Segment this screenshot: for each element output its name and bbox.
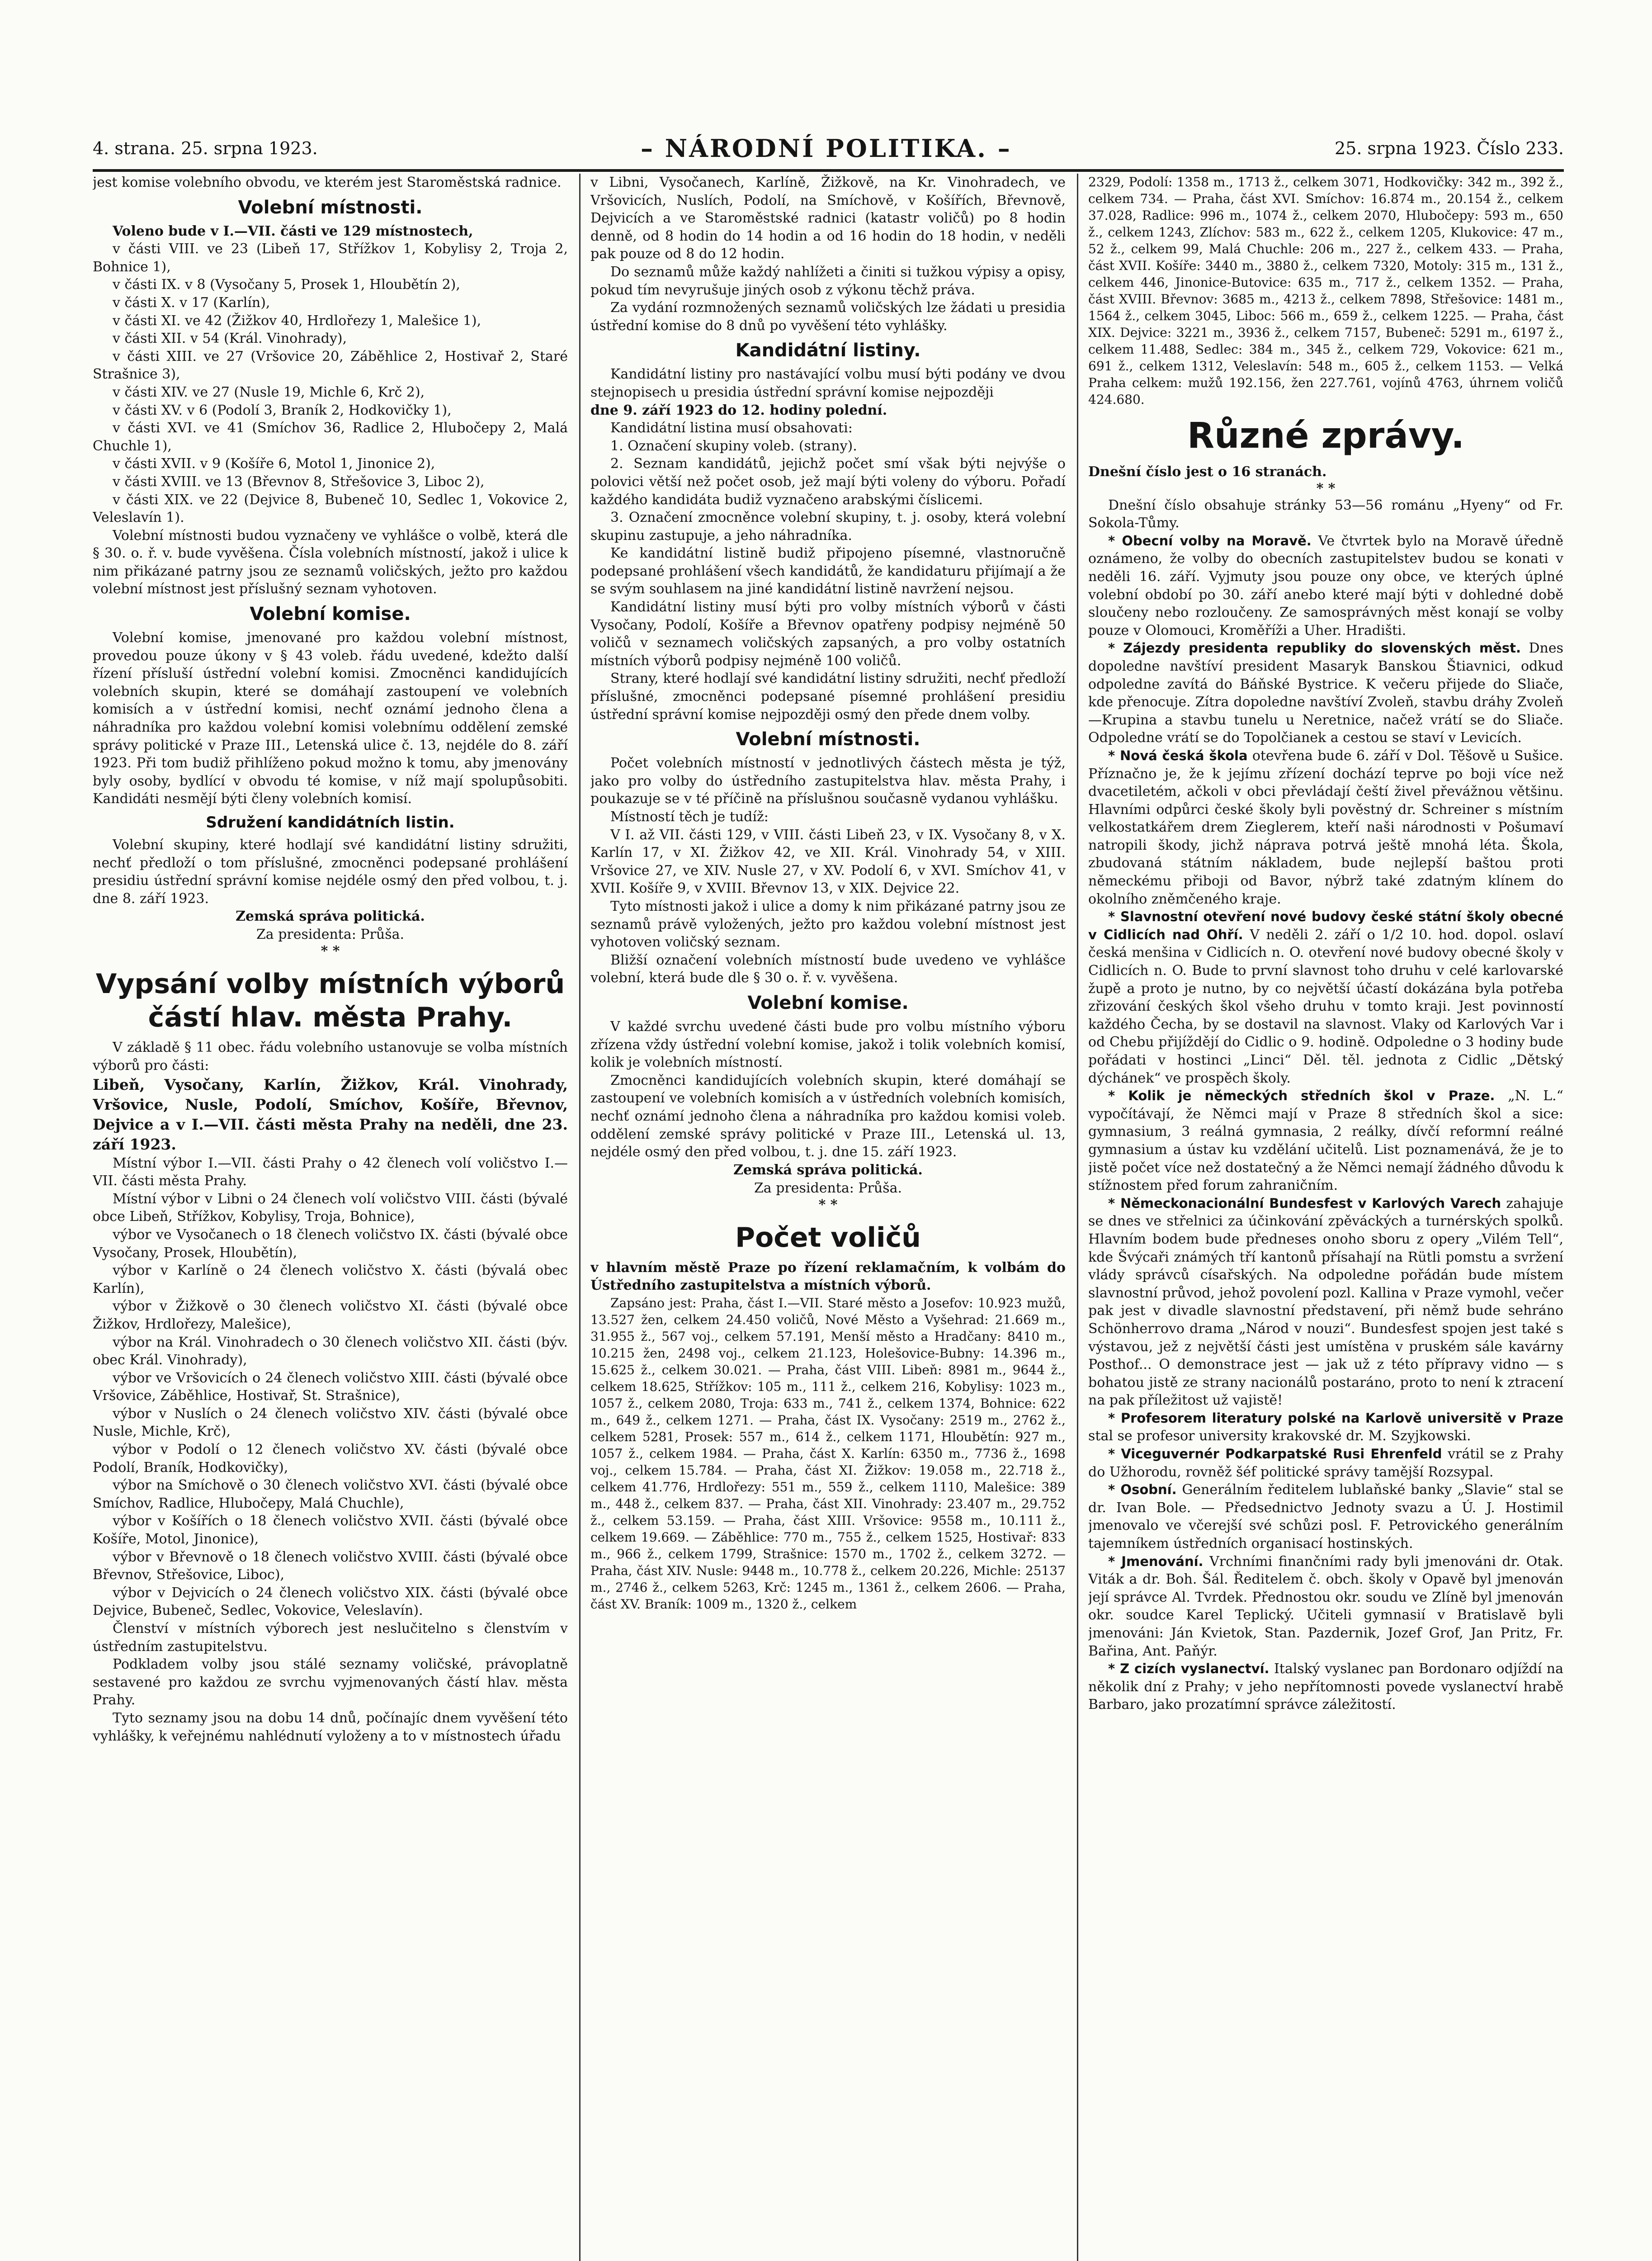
paragraph: Tyto seznamy jsou na dobu 14 dnů, počínajíc dnem vyvěšení této vyhlášky, k veřejnému nahlédnutí vyloženy a to v místnostech úřadu <box>93 1710 568 1744</box>
paragraph: Voleno bude v I.—VII. části ve 129 místnostech, <box>113 223 473 239</box>
list-item: výbor v Břevnově o 18 členech voličstvo XVIII. části (bývalé obce Břevnov, Střešovice, Liboc), <box>93 1549 568 1583</box>
newspaper-title: – NÁRODNÍ POLITIKA. – <box>640 134 1012 163</box>
list-item: v části XIX. ve 22 (Dejvice 8, Bubeneč 10, Sedlec 1, Vokovice 2, Veleslavín 1). <box>93 492 568 526</box>
list-item: v části XI. ve 42 (Žižkov 40, Hrdlořezy 1, Malešice 1), <box>113 312 481 329</box>
news-item-text: stal se profesor university krakovské dr. M. Szyjkowski. <box>1088 1428 1471 1444</box>
news-item <box>1088 639 1563 747</box>
news-item-text: otevřena bude 6. září v Dol. Těšově u Sušice. Příznačno je, že k jejímu zřízení dochází teprve po boji více než dvacetiletém, ačkoli v obci převládají čeští živel převážnou většinu. Hlavními odpůrci české školy byli pověstný dr. Schreiner s místním velkostatkářem drem Zieglerem, kteří naši národnosti v Pošumaví natropili škody, jichž náprava potrvá ještě mnohá léta. Škola, zbudovaná státním nákladem, bude nejlepší baštou proti německému přiboji od Bavor, nýbrž také zdatným klínem do okolního zněmčeného kraje. <box>1088 747 1563 907</box>
news-item-text: Generálním ředitelem lublaňské banky „Slavie“ stal se dr. Ivan Bole. — Předsednictvo Jednoty svazu a Ú. J. Hostimil jmenovalo ve včerejší své schůzi posl. F. Petrovického generálním tajemníkem ústředních organisací hostinských. <box>1088 1482 1563 1552</box>
issue-note: Dnešní číslo jest o 16 stranách. <box>1088 464 1327 480</box>
paragraph: Volební skupiny, které hodlají své kandidátní listiny sdružiti, nechť předloží o tom příslušné, zmocněnci podepsané prohlášení presidiu ústřední správní komise nejdéle osmý den před volbou, t. j. dne 8. září 1923. <box>93 837 568 907</box>
masthead <box>93 128 1564 172</box>
paragraph: Zapsáno jest: Praha, část I.—VII. Staré město a Josefov: 10.923 mužů, 13.527 žen, celkem 24.450 voličů, Nové Město a Vyšehrad: 21.669 m., 31.955 ž., 567 voj., celkem 57.191, Menší město a Hradčany: 8410 m., 10.215 žen, 2498 voj., celkem 21.123, Holešovice-Bubny: 14.396 m., 15.625 ž., celkem 30.021. — Praha, část VIII. Libeň: 8981 m., 9644 ž., celkem 18.625, Střížkov: 105 m., 111 ž., celkem 216, Kobylisy: 1023 m., 1057 ž., celkem 2080, Troja: 633 m., 741 ž., celkem 1374, Bohnice: 622 m., 649 ž., celkem 1271. — Praha, část IX. Vysočany: 2519 m., 2762 ž., celkem 5281, Prosek: 557 m., 614 ž., celkem 1171, Hloubětín: 927 m., 1057 ž., celkem 1984. — Praha, část X. Karlín: 6350 m., 7736 ž., 1698 voj., celkem 15.784. — Praha, část XI. Žižkov: 19.058 m., 22.718 ž., celkem 41.776, Hrdlořezy: 551 m., 559 ž., celkem 1110, Malešice: 389 m., 448 ž., celkem 837. — Praha, část XII. Vinohrady: 23.407 m., 29.752 ž., celkem 53.159. — Praha, část XIII. Vršovice: 9558 m., 10.111 ž., celkem 19.669. — Záběhlice: 770 m., 755 ž., celkem 1525, Hostivař: 833 m., 966 ž., celkem 1799, Strašnice: 1570 m., 1702 ž., celkem 3272. — Praha, část XIV. Nusle: 9448 m., 10.778 ž., celkem 20.226, Michle: 25137 m., 2746 ž., celkem 5263, Krč: 1245 m., 1361 ž., celkem 2606. — Praha, část XV. Braník: 1009 m., 1320 ž., celkem <box>590 1295 1066 1612</box>
news-item <box>1088 1445 1563 1481</box>
signature: Za presidenta: Průša. <box>256 927 405 943</box>
section-heading: Volební komise. <box>250 604 411 625</box>
list-item: výbor v Žižkově o 30 členech voličstvo XI. části (bývalé obce Žižkov, Hrdlořezy, Malešice), <box>93 1298 568 1332</box>
paragraph: Kandidátní listiny musí býti pro volby místních výborů v části Vysočany, Podolí, Košíře a Břevnov opatřeny podpisy nejméně 50 voličů v seznamech voličských zapsaných, a pro volby ostatních místních výborů podpisy nejméně 100 voličů. <box>590 599 1066 669</box>
list-item: v části XIII. ve 27 (Vršovice 20, Záběhlice 2, Hostivař 2, Staré Strašnice 3), <box>93 348 568 383</box>
subheadline: v hlavním městě Praze po řízení reklamačním, k volbám do Ústředního zastupitelstva a místních výborů. <box>590 1259 1066 1294</box>
column-1 <box>93 174 568 2261</box>
signature-office: Zemská správa politická. <box>236 908 425 925</box>
list-item: výbor v Košířích o 18 členech voličstvo XVII. části (bývalé obce Košíře, Motol, Jinonice), <box>93 1513 568 1547</box>
list-item: 1. Označení skupiny voleb. (strany). <box>610 438 857 454</box>
list-item: v části XVI. ve 41 (Smíchov 36, Radlice 2, Hlubočepy 2, Malá Chuchle 1), <box>93 420 568 454</box>
list-item: v části XVIII. ve 13 (Břevnov 8, Střešovice 3, Liboc 2), <box>113 473 485 490</box>
list-item: výbor ve Vysočanech o 18 členech voličstvo IX. části (bývalé obce Vysočany, Prosek, Hloubětín), <box>93 1226 568 1261</box>
section-heading: Kandidátní listiny. <box>735 340 921 361</box>
news-item-heading: * Jmenování. <box>1108 1553 1204 1569</box>
article-headline: Počet voličů <box>735 1221 921 1253</box>
paragraph: Za vydání rozmnožených seznamů voličských lze žádati u presidia ústřední komise do 8 dnů po vyvěšení této vyhlášky. <box>590 300 1066 334</box>
news-item <box>1088 1660 1563 1714</box>
section-heading: Volební místnosti. <box>736 729 920 750</box>
news-item-heading: * Z cizích vyslanectví. <box>1108 1661 1270 1677</box>
list-item: výbor v Karlíně o 24 členech voličstvo X. části (bývalá obec Karlín), <box>93 1263 568 1296</box>
paragraph: Kandidátní listina musí obsahovati: <box>610 420 853 436</box>
news-item-heading: * Kolik je německých středních škol v Praze. <box>1108 1088 1495 1104</box>
list-item: v části XII. v 54 (Král. Vinohrady), <box>113 331 347 347</box>
paragraph: Dnešní číslo obsahuje stránky 53—56 románu „Hyeny“ od Fr. Sokola-Tůmy. <box>1088 497 1563 531</box>
paragraph: Místností těch je tudíž: <box>610 809 769 825</box>
paragraph: Podkladem volby jsou stálé seznamy voličské, právoplatně sestavené pro každou ze svrchu vyjmenovaných částí hlav. města Prahy. <box>93 1656 568 1708</box>
news-item-heading: * Nová česká škola <box>1108 747 1248 763</box>
masthead-right: 25. srpna 1923. Číslo 233. <box>1334 138 1564 158</box>
paragraph: Volební komise, jmenované pro každou volební místnost, provedou pouze úkony v § 43 voleb. řádu uvedené, kdežto další řízení přísluší ústřední volební komisi. Zmocněnci kandidujících volebních skupin, které se domáhají zastoupení ve volebních komisích a v ústřední komisi, nechť oznámí jednoho člena a náhradníka pro každou volební komisi volebnímu oddělení zemské správy politické v Praze III., Letenská ulice č. 13, nejdéle do 8. září 1923. Při tom budiž přihlíženo pokud možno k tomu, aby jmenovány byly osoby, bydlící v obvodu té komise, v níž mají spolupůsobiti. Kandidáti nesmějí býti členy volebních komisí. <box>93 630 568 807</box>
list-item: Místní výbor I.—VII. části Prahy o 42 členech volí voličstvo I.—VII. části města Prahy. <box>93 1155 568 1189</box>
section-heading: Sdružení kandidátních listin. <box>206 814 455 832</box>
news-item <box>1088 1553 1563 1660</box>
news-item <box>1088 1481 1563 1552</box>
list-item: v části XV. v 6 (Podolí 3, Braník 2, Hodkovičky 1), <box>113 402 452 418</box>
paragraph: Volební místnosti budou vyznačeny ve vyhlášce o volbě, která dle § 30. o. ř. v. bude vyvěšena. Čísla volebních místností, jakož i ulice k nim přikázané patrny jsou ze seznamů voličských, ježto pro každou volební místnost jest příslušný seznam vyhotoven. <box>93 527 568 597</box>
paragraph: V I. až VII. části 129, v VIII. části Libeň 23, v IX. Vysočany 8, v X. Karlín 17, v XI. Žižkov 42, ve XII. Král. Vinohrady 54, v XIII. Vršovice 27, ve XIV. Nusle 27, v XV. Podolí 6, v XVI. Smíchov 41, v XVII. Košíře 9, v XVIII. Břevnov 13, v XIX. Dejvice 22. <box>590 827 1066 897</box>
paragraph-emphasis: Libeň, Vysočany, Karlín, Žižkov, Král. Vinohrady, Vršovice, Nusle, Podolí, Smíchov, Košíře, Břevnov, Dejvice a v I.—VII. části města Prahy na neděli, dne 23. září 1923. <box>93 1075 568 1153</box>
paragraph: Strany, které hodlají své kandidátní listiny sdružiti, nechť předloží příslušné, zmocněnci podepsané písemné prohlášení presidiu ústřední správní komise nejpozději osmý den přede dnem volby. <box>590 671 1066 723</box>
signature-office: Zemská správa politická. <box>733 1162 923 1178</box>
news-item <box>1088 1195 1563 1410</box>
news-item-text: vrátil se z Prahy do Užhorodu, rovněž šéf politické správy tamější Rozsypal. <box>1088 1446 1563 1480</box>
news-item <box>1088 747 1563 908</box>
news-item-heading: * Zájezdy presidenta republiky do slovenských měst. <box>1108 640 1521 656</box>
news-item <box>1088 532 1563 640</box>
paragraph: Ke kandidátní listině budiž připojeno písemné, vlastnoručně podepsané prohlášení všech kandidátů, že kandidaturu přijímají a že se svým souhlasem na jiné kandidátní listině navržení nejsou. <box>590 545 1066 597</box>
paragraph: Tyto místnosti jakož i ulice a domy k nim přikázané patrny jsou ze seznamů právě vyložených, ježto pro každou volební místnost jest vyhotoven voličský seznam. <box>590 898 1066 951</box>
list-item: 2. Seznam kandidátů, jejichž počet smí však býti nejvýše o polovici větší než počet osob, jež mají býti voleny do výboru. Pořadí každého kandidáta budiž vyznačeno arabskými číslicemi. <box>590 456 1066 508</box>
list-item: v části XIV. ve 27 (Nusle 19, Michle 6, Krč 2), <box>113 384 425 400</box>
paragraph: Kandidátní listiny pro nastávající volbu musí býti podány ve dvou stejnopisech u presidia ústřední správní komise nejpozději <box>590 366 1066 400</box>
list-item: 3. Označení zmocněnce volební skupiny, t. j. osoby, která volební skupinu zastupuje, a jeho náhradníka. <box>590 510 1066 544</box>
column-2 <box>590 174 1066 2261</box>
news-item-heading: * Viceguvernér Podkarpatské Rusi Ehrenfeld <box>1108 1446 1442 1462</box>
separator-stars: * * <box>1316 480 1336 497</box>
section-headline: Různé zprávy. <box>1187 416 1465 456</box>
paragraph: v Libni, Vysočanech, Karlíně, Žižkově, na Kr. Vinohradech, ve Vršovicích, Nuslích, Podolí, na Smíchově, v Košířích, Břevnově, Dejvicích a ve Staroměstské radnici (katastr voličů) po 8 hodin denně, od 8 hodin do 14 hodin a od 16 hodin do 18 hodin, v neděli pak pouze od 8 do 12 hodin. <box>590 175 1066 262</box>
paragraph: V základě § 11 obec. řádu volebního ustanovuje se volba místních výborů pro části: <box>93 1040 568 1074</box>
paragraph: jest komise volebního obvodu, ve kterém jest Staroměstská radnice. <box>93 175 562 190</box>
paragraph: Zmocněnci kandidujících volebních skupin, které domáhají se zastoupení ve volebních komisích a v ústředních volebních komisích, nechť oznámí jednoho člena a náhradníka pro každou komisi voleb. oddělení zemské správy politické v Praze III., Letenská ul. 13, nejdéle osmý den před volbou, t. j. dne 15. září 1923. <box>590 1072 1066 1160</box>
deadline: dne 9. září 1923 do 12. hodiny polední. <box>590 402 887 418</box>
list-item: výbor na Král. Vinohradech o 30 členech voličstvo XII. části (býv. obec Král. Vinohrady), <box>93 1334 568 1368</box>
news-item <box>1088 908 1563 1087</box>
paragraph: Počet volebních místností v jednotlivých částech města je týž, jako pro volby do ústředního zastupitelstva hlav. města Prahy, i poukazuje se v té příčině na příslušnou současně vydanou vyhlášku. <box>590 755 1066 807</box>
list-item: v části XVII. v 9 (Košíře 6, Motol 1, Jinonice 2), <box>113 456 435 472</box>
news-item-heading: * Profesorem literatury polské na Karlově universitě v Praze <box>1108 1410 1563 1426</box>
article-columns <box>93 174 1564 2261</box>
news-item-heading: * Osobní. <box>1108 1482 1177 1498</box>
news-item-text: Italský vyslanec pan Bordonaro odjíždí na několik dní z Prahy; v jeho nepřítomnosti povede vyslanectví hrabě Barbaro, jako prozatímní správce záležitostí. <box>1088 1661 1563 1713</box>
column-3 <box>1088 174 1563 2261</box>
list-item: výbor v Nuslích o 24 členech voličstvo XIV. části (bývalé obce Nusle, Michle, Krč), <box>93 1405 568 1440</box>
section-heading: Volební místnosti. <box>238 197 423 218</box>
paragraph: Do seznamů může každý nahlížeti a činiti si tužkou výpisy a opisy, pokud tím nevyrušuje jiných osob z výkonu těchž práva. <box>590 264 1066 298</box>
list-item: výbor na Smíchově o 30 členech voličstvo XVI. části (bývalé obce Smíchov, Radlice, Hlubočepy, Malá Chuchle), <box>93 1477 568 1511</box>
news-item-text: „N. L.“ vypočítávají, že Němci mají v Praze 8 středních škol a sice: gymnasium, 3 reálná gymnasia, 2 reálky, dívčí reformní reálné gymnasium a ústav ku vzdělání učitelů. List poznamenává, že je to jistě počet více než dostatečný a že Němci nemají žádného důvodu k stížnostem před forum zahraničním. <box>1088 1088 1563 1194</box>
news-item-text: Vrchními finančními rady byli jmenováni dr. Otak. Viták a dr. Boh. Šál. Ředitelem č. obch. školy v Opavě byl jmenován její správce Al. Tvrdek. Přednostou okr. soudu ve Zlíně byl jmenován okr. soudce Karel Teplický. Učiteli gymnasií v Bratislavě byli jmenováni: Ján Kvietok, Stan. Pazdernik, Jozef Grof, Jan Pritz, Fr. Bařina, Ant. Paňýr. <box>1088 1553 1563 1659</box>
section-heading: Volební komise. <box>747 992 909 1013</box>
separator-stars: * * <box>321 943 340 960</box>
news-item <box>1088 1410 1563 1445</box>
news-list <box>1088 532 1563 1714</box>
list-item: výbor ve Vršovicích o 24 členech voličstvo XIII. části (bývalé obce Vršovice, Záběhlice, Hostivař, St. Strašnice), <box>93 1370 568 1404</box>
list-item: výbor v Dejvicích o 24 členech voličstvo XIX. části (bývalé obce Dejvice, Bubeneč, Sedlec, Vokovice, Veleslavín). <box>93 1585 568 1619</box>
news-item <box>1088 1087 1563 1195</box>
paragraph: 2329, Podolí: 1358 m., 1713 ž., celkem 3071, Hodkovičky: 342 m., 392 ž., celkem 734. — Praha, část XVI. Smíchov: 16.874 m., 20.154 ž., celkem 37.028, Radlice: 996 m., 1074 ž., celkem 2070, Hlubočepy: 593 m., 650 ž., celkem 1243, Zlíchov: 583 m., 622 ž., celkem 1205, Klukovice: 47 m., 52 ž., celkem 99, Malá Chuchle: 206 m., 227 ž., celkem 433. — Praha, část XVII. Košíře: 3440 m., 3880 ž., celkem 7320, Motoly: 315 m., 131 ž., celkem 446, Jinonice-Butovice: 635 m., 717 ž., celkem 1352. — Praha, část XVIII. Břevnov: 3685 m., 4213 ž., celkem 7898, Střešovice: 1481 m., 1564 ž., celkem 3045, Liboc: 566 m., 659 ž., celkem 1225. — Praha, část XIX. Dejvice: 3221 m., 3936 ž., celkem 7157, Bubeneč: 5291 m., 6197 ž., celkem 11.488, Sedlec: 384 m., 345 ž., celkem 729, Vokovice: 621 m., 691 ž., celkem 1312, Veleslavín: 548 m., 605 ž., celkem 1153. — Velká Praha celkem: mužů 192.156, žen 227.761, vojínů 4763, úhrnem voličů 424.680. <box>1088 175 1563 407</box>
separator-stars: * * <box>818 1197 838 1213</box>
list-item: Místní výbor v Libni o 24 členech volí voličstvo VIII. části (bývalé obce Libeň, Střížkov, Kobylisy, Troja, Bohnice), <box>93 1191 568 1225</box>
list-item: v části IX. v 8 (Vysočany 5, Prosek 1, Hloubětín 2), <box>113 277 460 293</box>
news-item-heading: * Německonacionální Bundesfest v Karlových Varech <box>1108 1195 1501 1211</box>
news-item-text: zahajuje se dnes ve střelnici za účinkování zpěváckých a turnérských spolků. Hlavním bodem bude předneses onoho sboru z opery „Vilém Tell“, kde Švýcaři známých tří kantonů přísahají na Rütli pomstu a svržení vlády správců císařských. Na odpoledne pořádán bude místem slavnostní průvod, jehož povolení pozl. Kallina v Praze vymohl, večer pak jest v divadle slavnostní představení, při němž bude sehráno Schönherrovo drama „Národ v nouzi“. Bundesfest spojen jest také s výstavou, jež z největší části jest umístěna v pruském sále kavárny Posthof... O demonstrace jest — jak už z této přípravy vidno — s bohatou jistě ze strany nacionálů postaráno, proto to není k ztracení na pak příležitost už vajistě! <box>1088 1195 1563 1409</box>
news-item-text: V neděli 2. září o 1/2 10. hod. dopol. oslaví česká menšina v Cidlicích n. O. otevření nové budovy obecné školy v Cidlicích n. O. Bude to první slavnost toho druhu v celé karlovarské župě a proto je nutno, by co největší účastí dokázána byla potřeba zřizování českých škol všeho druhu v tomto kraji. Jest povinností každého Čecha, by se dostavil na slavnost. Vlaky od Karlových Var i od Chebu přijíždějí do Cidlic o 9. hodině. Odpoledne o 3 hodiny bude pořádati v hostinci „Linci“ Děl. těl. jednota z Cidlic „Dětský dýchánek“ ve prospěch školy. <box>1088 927 1563 1086</box>
signature: Za presidenta: Průša. <box>754 1180 902 1196</box>
news-item-heading: * Obecní volby na Moravě. <box>1108 533 1312 549</box>
paragraph: Členství v místních výborech jest neslučitelno s členstvím v ústředním zastupitelstvu. <box>93 1621 568 1655</box>
news-item-text: Ve čtvrtek bylo na Moravě úředně oznámeno, že volby do obecních zastupitelstev budou se konati v neděli 16. září. Vyjmuty jsou pouze ony obce, ve kterých úplné volební období po 30. září anebo které mají býti v dohledné době sloučeny nebo rozloučeny. Ze samosprávných měst konají se volby pouze v Olomouci, Kroměříži a Uher. Hradišti. <box>1088 533 1563 639</box>
news-item-heading: * Slavnostní otevření nové budovy české státní školy obecné v Cidlicích nad Ohří. <box>1088 909 1563 942</box>
paragraph: Bližší označení volebních místností bude uvedeno ve vyhlášce volební, která bude dle § 30 o. ř. v. vyvěšena. <box>590 952 1066 986</box>
list-item: výbor v Podolí o 12 členech voličstvo XV. části (bývalé obce Podolí, Braník, Hodkovičky), <box>93 1442 568 1476</box>
list-item: v části X. v 17 (Karlín), <box>113 294 270 311</box>
list-item: v části VIII. ve 23 (Libeň 17, Střížkov 1, Kobylisy 2, Troja 2, Bohnice 1), <box>93 241 568 275</box>
masthead-left: 4. strana. 25. srpna 1923. <box>93 138 318 158</box>
news-item-text: Dnes dopoledne navštíví president Masaryk Banskou Štiavnici, odkud odpoledne zavítá do Báňské Bystrice. K večeru přijede do Sliače, kde přenocuje. Zítra dopoledne navštíví Zvoleň, stavbu dráhy Zvoleň—Krupina a stavbu tunelu u Neretnice, načež vrátí se do Sliače. Odpoledne vrátí se do Topolčianek a cestou se staví v Levicích. <box>1088 640 1563 746</box>
paragraph: V každé svrchu uvedené části bude pro volbu místního výboru zřízena vždy ústřední volební komise, jakož i tolik volebních komisí, kolik je volebních místností. <box>590 1018 1066 1071</box>
article-headline: Vypsání volby místních výborů částí hlav. města Prahy. <box>95 968 565 1034</box>
